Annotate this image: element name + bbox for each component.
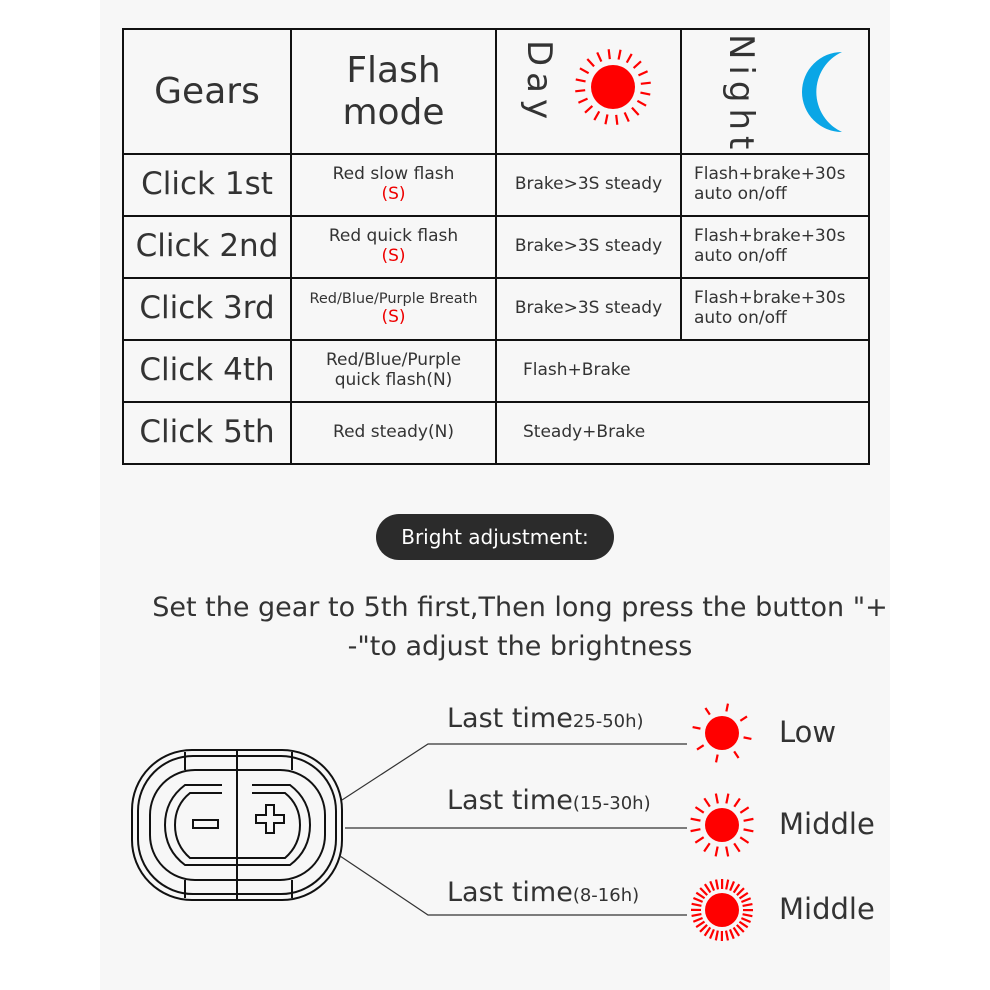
bright-adjustment-badge: Bright adjustment:	[376, 514, 614, 560]
day-label: Day	[519, 40, 559, 126]
level-middle: Middle	[779, 807, 875, 841]
sun-high-icon	[691, 879, 753, 941]
gear-cell: Click 1st	[123, 154, 291, 216]
header-gears: Gears	[123, 29, 291, 154]
level-middle-2: Middle	[779, 892, 875, 926]
gear-cell: Click 4th	[123, 340, 291, 402]
night-cell: Flash+brake+30s auto on/off	[681, 216, 869, 278]
night-label: Night	[721, 34, 761, 156]
header-flash-mode: Flash mode	[291, 29, 496, 154]
day-cell: Brake>3S steady	[496, 278, 681, 340]
sun-middle-icon	[691, 794, 754, 857]
mode-cell: Red/Blue/Purple Breath (S)	[291, 278, 496, 340]
gear-cell: Click 5th	[123, 402, 291, 464]
leader-lines	[340, 744, 687, 915]
remote-button-device	[132, 750, 342, 900]
gear-cell: Click 3rd	[123, 278, 291, 340]
last-time-high: Last time(8-16h)	[447, 877, 640, 908]
mode-cell: Red quick flash (S)	[291, 216, 496, 278]
mode-cell: Red/Blue/Purple quick flash(N)	[291, 340, 496, 402]
day-night-cell: Flash+Brake	[496, 340, 869, 402]
night-cell: Flash+brake+30s auto on/off	[681, 154, 869, 216]
day-cell: Brake>3S steady	[496, 216, 681, 278]
gear-cell: Click 2nd	[123, 216, 291, 278]
mode-cell: Red slow flash (S)	[291, 154, 496, 216]
moon-icon	[802, 52, 842, 132]
night-cell: Flash+brake+30s auto on/off	[681, 278, 869, 340]
level-low: Low	[779, 715, 837, 749]
day-sun-icon	[575, 49, 651, 125]
day-night-cell: Steady+Brake	[496, 402, 869, 464]
day-cell: Brake>3S steady	[496, 154, 681, 216]
last-time-middle: Last time(15-30h)	[447, 785, 651, 816]
last-time-low: Last time25-50h)	[447, 703, 644, 734]
instruction-text: Set the gear to 5th first,Then long press the button "+ -"to adjust the brightness	[152, 592, 888, 662]
mode-cell: Red steady(N)	[291, 402, 496, 464]
sun-low-icon	[693, 704, 752, 763]
